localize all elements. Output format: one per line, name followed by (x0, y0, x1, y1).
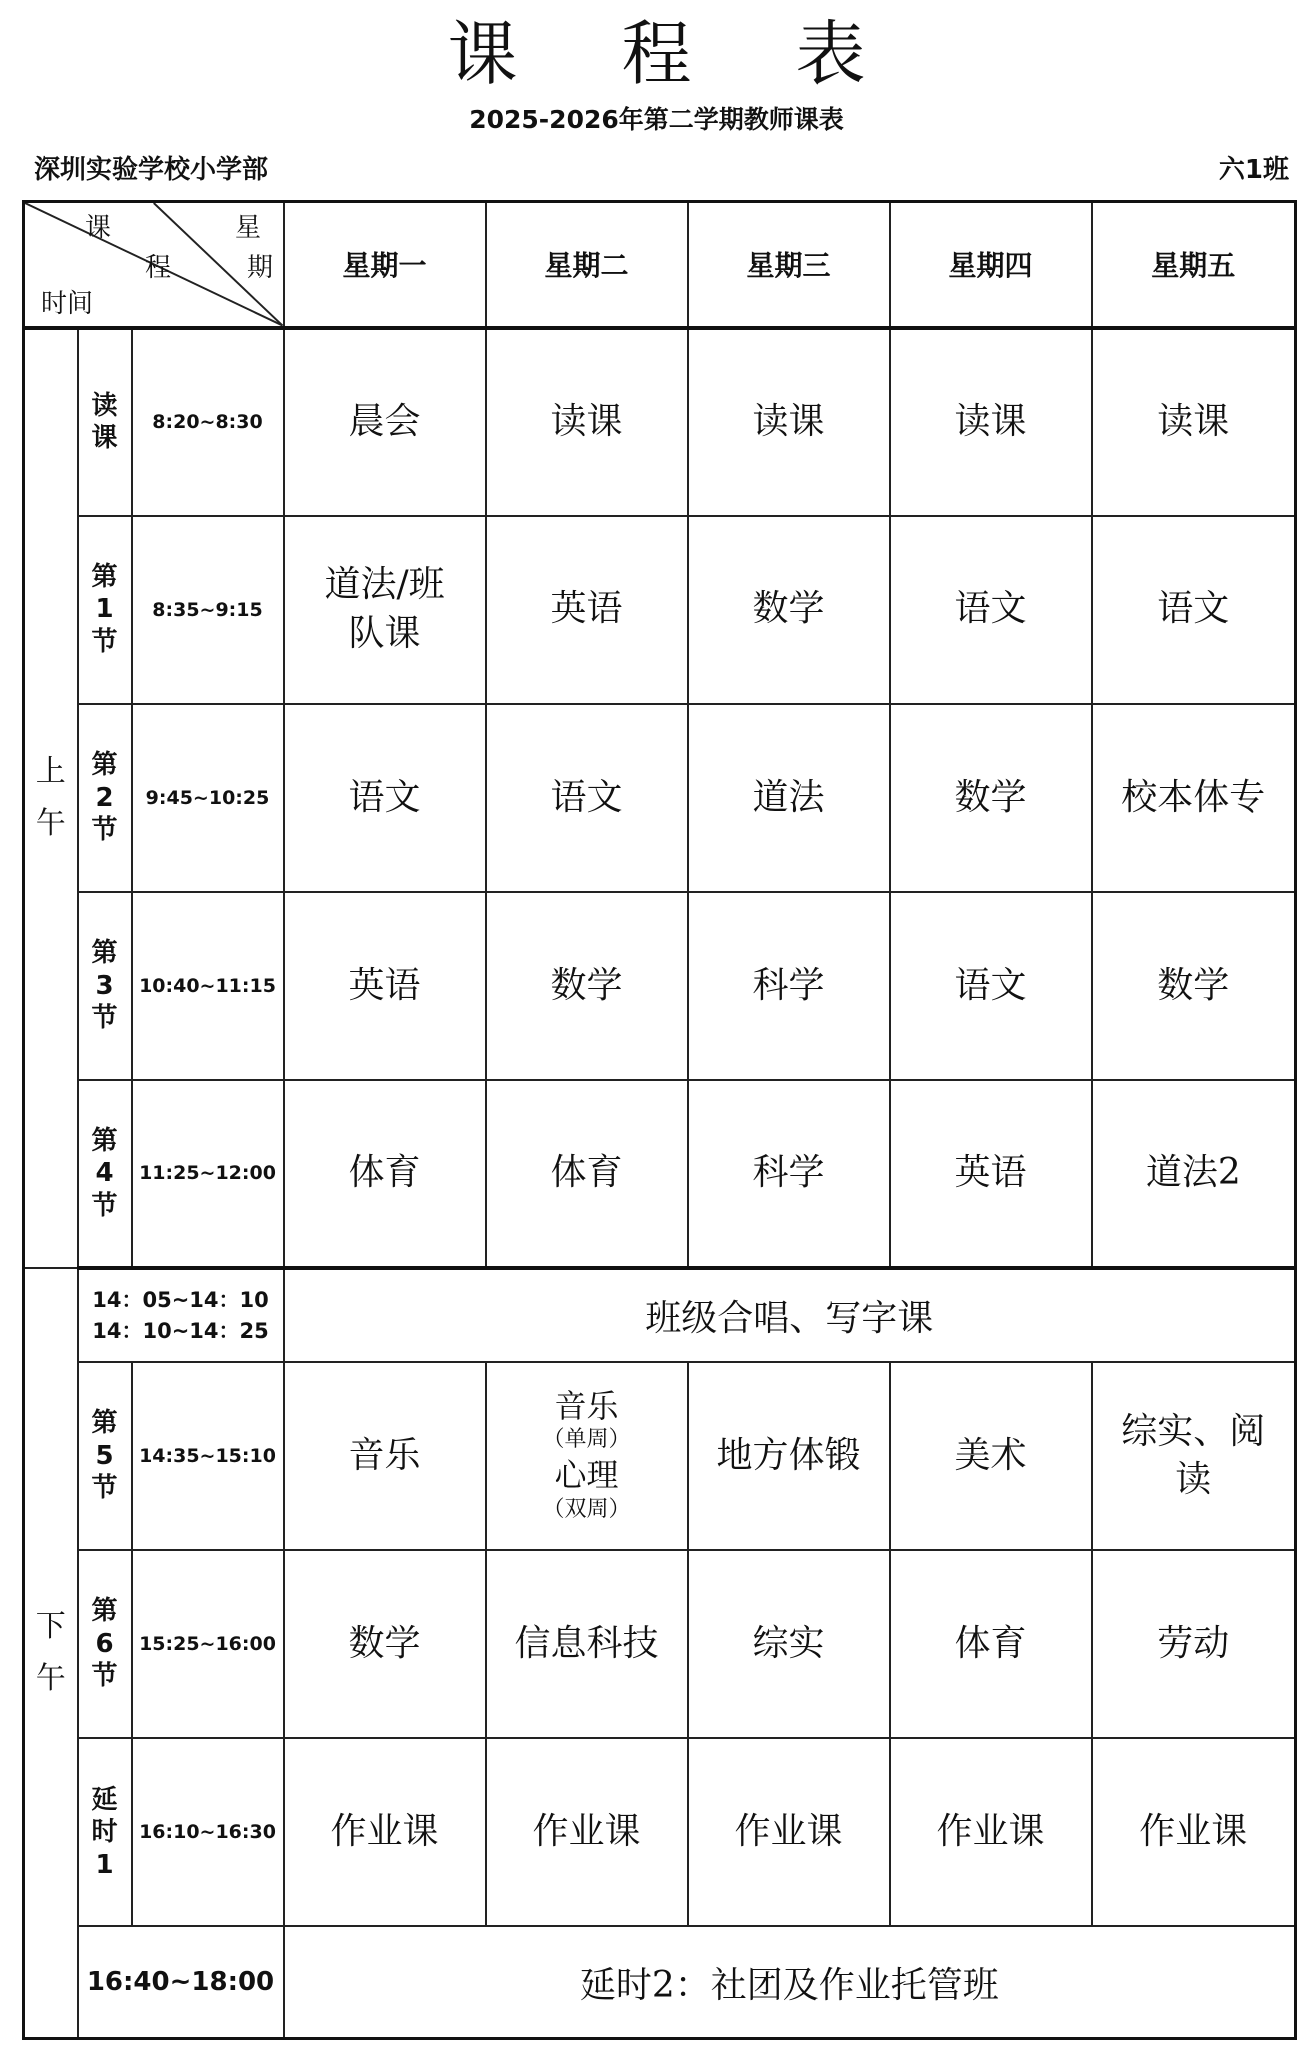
class-cell: 作业课 (1092, 1738, 1296, 1926)
class-cell: 语文 (486, 704, 688, 892)
class-name: 六1班 (1218, 155, 1289, 185)
day-header: 星期五 (1092, 202, 1296, 328)
class-cell: 作业课 (890, 1738, 1092, 1926)
class-cell: 体育 (486, 1080, 688, 1268)
timetable (22, 200, 1297, 2040)
day-header: 星期四 (890, 202, 1092, 328)
class-cell: 数学 (1092, 892, 1296, 1080)
class-cell: 语文 (284, 704, 486, 892)
class-cell: 作业课 (284, 1738, 486, 1926)
table-row (24, 1926, 1296, 2038)
table-row (24, 1362, 1296, 1550)
title-char: 课 (447, 13, 518, 95)
class-cell: 晨会 (284, 328, 486, 516)
table-row (24, 328, 1296, 516)
time-line: 14：10~14：25 (92, 1318, 269, 1343)
class-cell: 校本体专 (1092, 704, 1296, 892)
period-time: 11:25~12:00 (132, 1080, 284, 1268)
class-cell: 英语 (890, 1080, 1092, 1268)
table-row (24, 704, 1296, 892)
corner-label: 课 (85, 213, 112, 243)
period-time: 9:45~10:25 (132, 704, 284, 892)
period-time: 10:40~11:15 (132, 892, 284, 1080)
class-cell-alternating (486, 1362, 688, 1550)
alt-subject: 心理 (554, 1456, 619, 1495)
day-header: 星期三 (688, 202, 890, 328)
class-cell: 作业课 (486, 1738, 688, 1926)
class-cell: 读课 (1092, 328, 1296, 516)
table-row (24, 1080, 1296, 1268)
class-cell: 数学 (486, 892, 688, 1080)
table-row (24, 1550, 1296, 1738)
header-row (24, 202, 1296, 328)
day-header: 星期一 (284, 202, 486, 328)
class-cell: 音乐 (284, 1362, 486, 1550)
period-time (78, 1268, 284, 1362)
class-cell: 作业课 (688, 1738, 890, 1926)
class-cell: 科学 (688, 892, 890, 1080)
day-header: 星期二 (486, 202, 688, 328)
class-cell: 综实 (688, 1550, 890, 1738)
period-label: 第5节 (78, 1362, 132, 1550)
school-name: 深圳实验学校小学部 (34, 155, 269, 185)
class-cell: 综实、阅读 (1092, 1362, 1296, 1550)
class-cell: 英语 (486, 516, 688, 704)
class-cell: 读课 (890, 328, 1092, 516)
subtitle: 2025-2026年第二学期教师课表 (469, 105, 844, 134)
merged-activity: 延时2：社团及作业托管班 (284, 1926, 1296, 2038)
class-cell: 数学 (284, 1550, 486, 1738)
corner-cell (24, 202, 284, 328)
period-label: 第3节 (78, 892, 132, 1080)
class-cell: 道法 (688, 704, 890, 892)
class-cell: 美术 (890, 1362, 1092, 1550)
corner-label: 期 (247, 253, 274, 283)
page-title (0, 6, 1313, 102)
period-label: 读课 (78, 328, 132, 516)
class-cell: 科学 (688, 1080, 890, 1268)
class-cell: 语文 (1092, 516, 1296, 704)
period-label: 第6节 (78, 1550, 132, 1738)
merged-activity: 班级合唱、写字课 (284, 1268, 1296, 1362)
afternoon-label: 下午 (24, 1268, 78, 2038)
table-row (24, 1738, 1296, 1926)
period-time: 16:40~18:00 (78, 1926, 284, 2038)
period-label: 第1节 (78, 516, 132, 704)
period-label: 第4节 (78, 1080, 132, 1268)
class-cell: 地方体锻 (688, 1362, 890, 1550)
period-time: 16:10~16:30 (132, 1738, 284, 1926)
class-cell: 英语 (284, 892, 486, 1080)
class-cell: 道法2 (1092, 1080, 1296, 1268)
alt-week-note: （双周） (542, 1496, 631, 1522)
corner-label: 程 (145, 253, 172, 283)
corner-label: 星 (235, 213, 262, 243)
title-char: 程 (621, 13, 692, 95)
class-cell: 道法/班队课 (284, 516, 486, 704)
class-cell: 劳动 (1092, 1550, 1296, 1738)
period-label: 延时1 (78, 1738, 132, 1926)
period-time: 14:35~15:10 (132, 1362, 284, 1550)
class-cell: 体育 (284, 1080, 486, 1268)
class-cell: 体育 (890, 1550, 1092, 1738)
table-row (24, 516, 1296, 704)
time-line: 14：05~14：10 (92, 1288, 269, 1313)
class-cell: 数学 (688, 516, 890, 704)
class-cell: 读课 (486, 328, 688, 516)
period-time: 8:20~8:30 (132, 328, 284, 516)
period-label: 第2节 (78, 704, 132, 892)
title-char: 表 (795, 13, 866, 95)
class-cell: 读课 (688, 328, 890, 516)
period-time: 8:35~9:15 (132, 516, 284, 704)
class-cell: 信息科技 (486, 1550, 688, 1738)
period-time: 15:25~16:00 (132, 1550, 284, 1738)
class-cell: 语文 (890, 516, 1092, 704)
corner-label: 时间 (41, 289, 94, 319)
alt-subject: 音乐 (554, 1386, 619, 1425)
class-cell: 语文 (890, 892, 1092, 1080)
table-row (24, 1268, 1296, 1362)
class-cell: 数学 (890, 704, 1092, 892)
morning-label: 上午 (24, 328, 78, 1268)
alt-week-note: （单周） (542, 1427, 631, 1453)
table-row (24, 892, 1296, 1080)
